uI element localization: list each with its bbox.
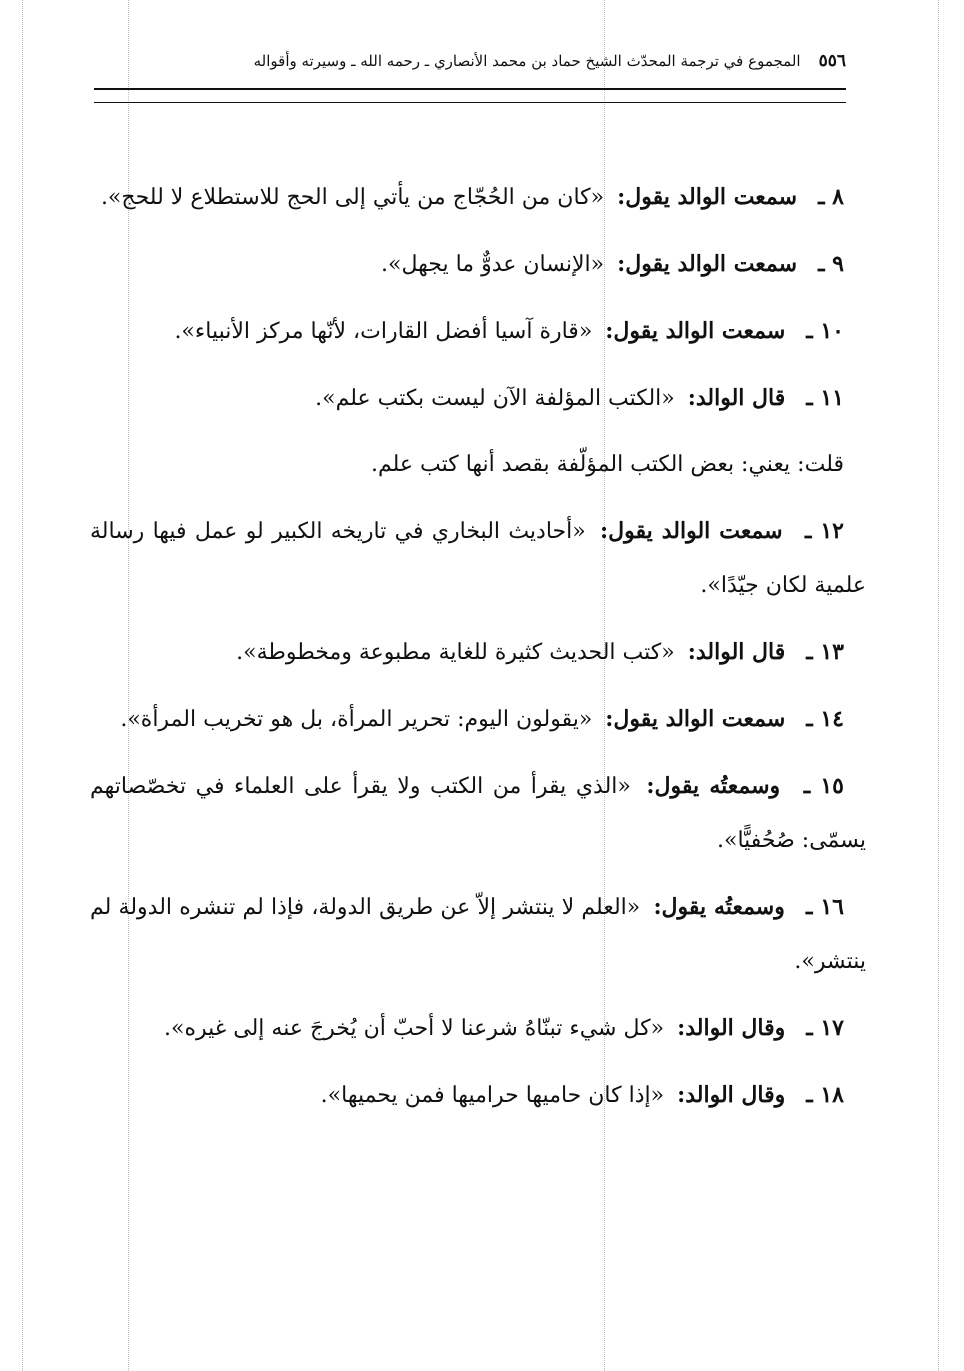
entry-lead: سمعت الوالد يقول: [600, 518, 783, 544]
entry-number: ١٤ ـ [806, 706, 844, 732]
entry-quote: «العلم لا ينتشر إلاّ عن طريق الدولة، فإذا لم تنشره الدولة لم ينتشر». [90, 895, 866, 974]
entry-quote: «قارة آسيا أفضل القارات، لأنّها مركز الأنبياء». [174, 319, 593, 344]
entry-lead: سمعت الوالد يقول: [605, 706, 786, 732]
entry-number: ١٨ ـ [806, 1082, 844, 1108]
entry-18 [90, 1068, 866, 1123]
entry-lead: وسمعتُه يقول: [653, 894, 785, 920]
running-header [190, 44, 846, 78]
entry-16 [90, 880, 866, 989]
entry-number: ١٥ ـ [803, 773, 844, 799]
entry-lead: وقال الوالد: [677, 1082, 786, 1108]
entry-11 [90, 371, 866, 426]
entry-number: ١١ ـ [806, 385, 844, 411]
entry-lead: سمعت الوالد يقول: [605, 318, 786, 344]
entry-number: ٨ ـ [818, 184, 844, 210]
entry-quote: «الكتب المؤلفة الآن ليست بكتب علم». [315, 386, 675, 411]
entry-lead: سمعت الوالد يقول: [617, 184, 798, 210]
entry-quote: «كان من الحُجّاج من يأتي إلى الحج للاستطلاع لا للحج». [100, 185, 605, 210]
entry-number: ١٧ ـ [806, 1015, 844, 1041]
entry-quote: «الذي يقرأ من الكتب ولا يقرأ على العلماء في تخصّصاتهم يسمّى: صُحُفيًّا». [90, 774, 866, 853]
entry-number: ١٣ ـ [806, 639, 844, 665]
entry-lead: سمعت الوالد يقول: [617, 251, 798, 277]
page-number: ٥٥٦ [818, 51, 846, 71]
scan-margin-line [22, 0, 23, 1371]
author-comment: قلت: يعني: بعض الكتب المؤلّفة بقصد أنها كتب علم. [370, 452, 844, 477]
entry-15 [90, 759, 866, 868]
entry-13 [90, 625, 866, 680]
entry-quote: «إذا كان حاميها حراميها فمن يحميها». [320, 1083, 665, 1108]
scan-margin-line [938, 0, 939, 1371]
entry-8 [90, 170, 866, 225]
entry-lead: وسمعتُه يقول: [646, 773, 781, 799]
entry-quote: «كتب الحديث كثيرة للغاية مطبوعة ومخطوطة». [236, 640, 675, 665]
entry-lead: وقال الوالد: [677, 1015, 786, 1041]
entry-10 [90, 304, 866, 359]
entry-number: ١٠ ـ [806, 318, 844, 344]
entry-number: ١٦ ـ [806, 894, 844, 920]
running-title: المجموع في ترجمة المحدّث الشيخ حماد بن محمد الأنصاري ـ رحمه الله ـ وسيرته وأقواله [253, 52, 801, 70]
entry-17 [90, 1001, 866, 1056]
entry-14 [90, 692, 866, 747]
entry-quote: «يقولون اليوم: تحرير المرأة، بل هو تخريب المرأة». [120, 707, 593, 732]
entry-quote: «أحاديث البخاري في تاريخه الكبير لو عمل فيها رسالة علمية لكان جيّدًا». [90, 519, 866, 598]
entry-number: ١٢ ـ [804, 518, 844, 544]
header-rule-thin [94, 102, 846, 103]
header-rule-thick [94, 88, 846, 90]
body-text [90, 170, 866, 1135]
entry-12 [90, 504, 866, 613]
entry-number: ٩ ـ [818, 251, 844, 277]
entry-quote: «كل شيء تبنّاهُ شرعنا لا أحبّ أن يُخرجَ عنه إلى غيره». [164, 1016, 665, 1041]
entry-lead: قال الوالد: [687, 639, 786, 665]
entry-lead: قال الوالد: [687, 385, 786, 411]
entry-9 [90, 237, 866, 292]
entry-quote: «الإنسان عدوٌّ ما يجهل». [381, 252, 605, 277]
